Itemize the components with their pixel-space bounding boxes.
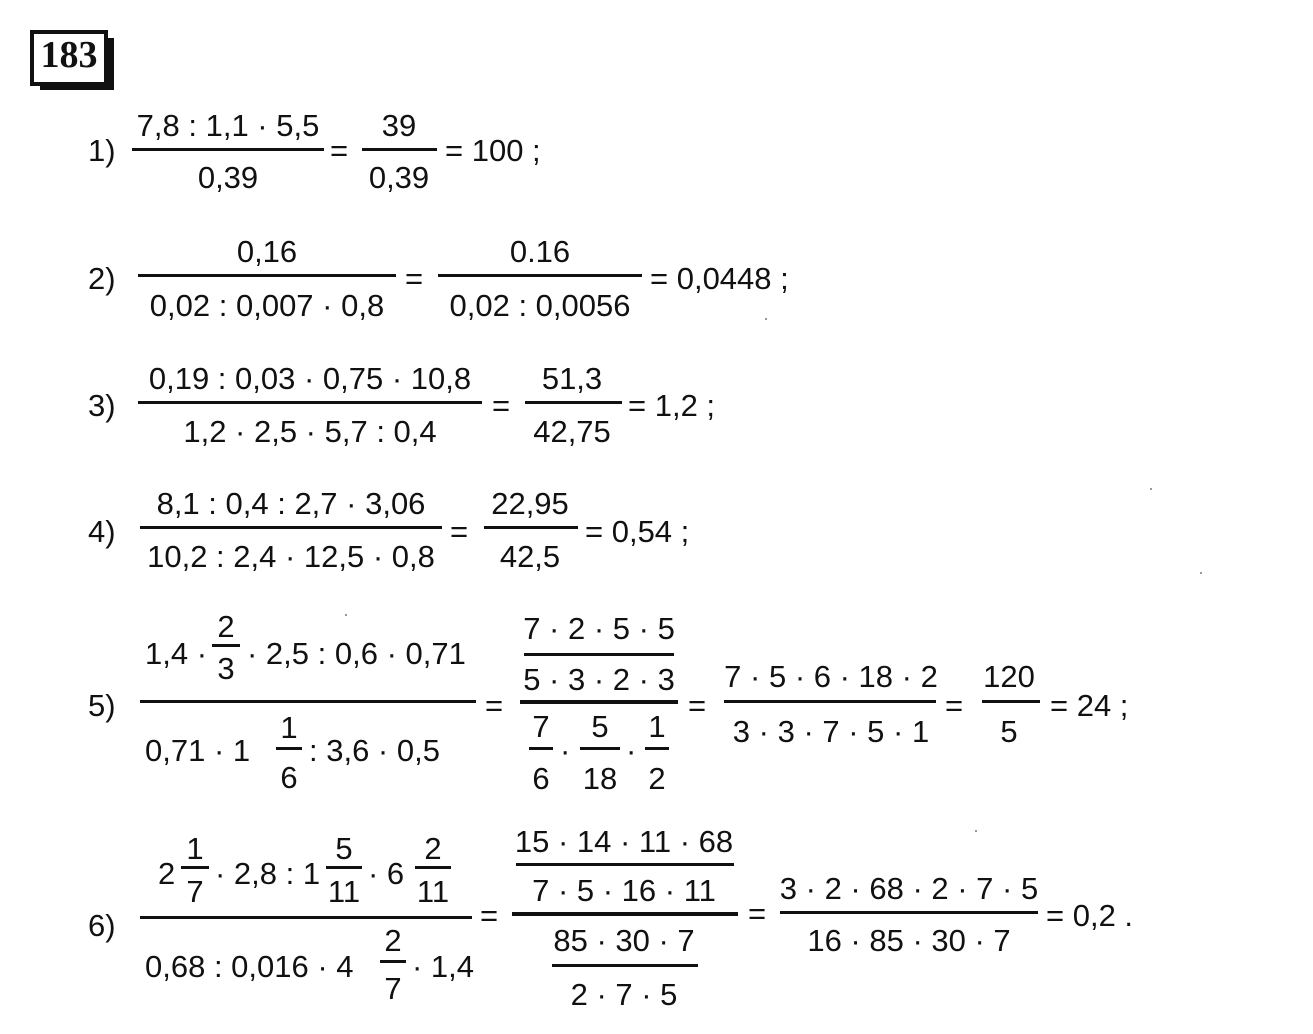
- fraction-bar: [140, 700, 476, 703]
- result: = 0,54 ;: [585, 514, 690, 549]
- fraction-bar: [362, 148, 437, 151]
- item-label: 1): [88, 133, 116, 168]
- inline-fraction-denominator: 11: [327, 874, 361, 909]
- item-label: 4): [88, 514, 116, 549]
- equals-sign: =: [405, 261, 424, 296]
- numerator-part: · 2,8 : 1: [215, 856, 321, 891]
- fraction-denominator: 5: [1000, 714, 1018, 749]
- denominator-part: 0,71 · 1: [145, 733, 251, 768]
- fraction-denominator: 0,39: [368, 160, 430, 195]
- inline-fraction-bar: [212, 644, 240, 647]
- denominator-part: 0,68 : 0,016 · 4: [145, 949, 354, 984]
- multiplication-dot: ·: [560, 733, 571, 768]
- item-label: 5): [88, 688, 116, 723]
- fraction-numerator: 3 · 2 · 68 · 2 · 7 · 5: [779, 871, 1039, 906]
- mixed-number-whole: 2: [158, 856, 176, 891]
- fraction-denominator: 5 · 3 · 2 · 3: [523, 662, 675, 697]
- inline-fraction-bar: [181, 866, 209, 869]
- fraction-denominator: 16 · 85 · 30 · 7: [807, 923, 1011, 958]
- fraction-denominator: 0,02 : 0,007 · 0,8: [149, 288, 385, 323]
- equals-sign: =: [945, 688, 964, 723]
- fraction-numerator: 7 · 5 · 6 · 18 · 2: [724, 659, 938, 694]
- fraction-bar: [516, 863, 734, 866]
- fraction-numerator: 7,8 : 1,1 · 5,5: [136, 108, 320, 143]
- inline-fraction-denominator: 3: [217, 651, 235, 686]
- inline-fraction-numerator: 5: [591, 709, 609, 744]
- equals-sign: =: [450, 514, 469, 549]
- result: = 1,2 ;: [628, 388, 716, 423]
- fraction-bar: [982, 700, 1040, 703]
- denominator-part: : 3,6 · 0,5: [309, 733, 440, 768]
- main-fraction-bar: [512, 912, 738, 916]
- fraction-bar: [132, 148, 324, 151]
- multiplication-dot: ·: [626, 733, 637, 768]
- scan-speck: [765, 318, 767, 320]
- inline-fraction-numerator: 7: [532, 709, 550, 744]
- main-fraction-bar: [520, 700, 678, 704]
- scan-speck: [345, 614, 347, 616]
- fraction-bar: [438, 274, 642, 277]
- item-label: 3): [88, 388, 116, 423]
- fraction-denominator: 10,2 : 2,4 · 12,5 · 0,8: [147, 539, 435, 574]
- result: = 0,0448 ;: [650, 261, 789, 296]
- equals-sign: =: [485, 688, 504, 723]
- inline-fraction-numerator: 5: [335, 831, 353, 866]
- item-label: 6): [88, 908, 116, 943]
- fraction-numerator: 0,16: [236, 234, 298, 269]
- inline-fraction-bar: [645, 747, 669, 750]
- inline-fraction-bar: [380, 960, 406, 963]
- equals-sign: =: [492, 388, 511, 423]
- scan-speck: [1150, 488, 1152, 490]
- inline-fraction-bar: [326, 866, 362, 869]
- fraction-denominator: 0,02 : 0,0056: [449, 288, 631, 323]
- fraction-denominator: 2 · 7 · 5: [570, 977, 678, 1012]
- inline-fraction-bar: [276, 747, 302, 750]
- inline-fraction-denominator: 6: [280, 760, 298, 795]
- inline-fraction-bar: [415, 866, 451, 869]
- inline-fraction-numerator: 2: [384, 923, 402, 958]
- fraction-bar: [138, 274, 396, 277]
- scan-speck: [1200, 572, 1202, 574]
- fraction-numerator: 39: [381, 108, 417, 143]
- fraction-denominator: 1,2 · 2,5 · 5,7 : 0,4: [183, 414, 437, 449]
- fraction-denominator: 3 · 3 · 7 · 5 · 1: [732, 714, 930, 749]
- fraction-numerator: 85 · 30 · 7: [553, 923, 695, 958]
- inline-fraction-numerator: 1: [280, 710, 298, 745]
- inline-fraction-numerator: 1: [648, 709, 666, 744]
- inline-fraction-denominator: 6: [532, 761, 550, 796]
- inline-fraction-denominator: 11: [416, 874, 450, 909]
- fraction-numerator: 0,19 : 0,03 · 0,75 · 10,8: [148, 361, 472, 396]
- inline-fraction-numerator: 2: [217, 609, 235, 644]
- fraction-bar: [140, 526, 442, 529]
- inline-fraction-denominator: 18: [582, 761, 618, 796]
- equals-sign: =: [330, 133, 349, 168]
- inline-fraction-bar: [529, 747, 553, 750]
- fraction-numerator: 7 · 2 · 5 · 5: [523, 611, 675, 646]
- fraction-numerator: 15 · 14 · 11 · 68: [514, 824, 734, 859]
- denominator-part: · 1,4: [412, 949, 475, 984]
- scan-speck: [975, 830, 977, 832]
- fraction-denominator: 42,75: [533, 414, 611, 449]
- result: = 24 ;: [1050, 688, 1129, 723]
- result: = 100 ;: [445, 133, 541, 168]
- fraction-denominator: 0,39: [197, 160, 259, 195]
- fraction-bar: [724, 700, 936, 703]
- problem-number-badge: [30, 30, 116, 92]
- numerator-part: · 6: [368, 856, 405, 891]
- problem-number: 183: [40, 34, 98, 76]
- fraction-bar: [552, 964, 698, 967]
- fraction-bar: [780, 911, 1038, 914]
- fraction-bar: [140, 916, 472, 919]
- fraction-numerator: 120: [983, 659, 1035, 694]
- fraction-numerator: 22,95: [491, 486, 569, 521]
- fraction-bar: [525, 401, 622, 404]
- fraction-denominator: 42,5: [499, 539, 561, 574]
- item-label: 2): [88, 261, 116, 296]
- inline-fraction-numerator: 1: [186, 831, 204, 866]
- inline-fraction-denominator: 7: [186, 874, 204, 909]
- numerator-part: 1,4 ·: [145, 636, 208, 671]
- fraction-bar: [484, 526, 578, 529]
- numerator-part: · 2,5 : 0,6 · 0,71: [247, 636, 466, 671]
- fraction-bar: [524, 653, 674, 656]
- inline-fraction-denominator: 7: [384, 971, 402, 1006]
- fraction-numerator: 8,1 : 0,4 : 2,7 · 3,06: [156, 486, 426, 521]
- fraction-numerator: 0.16: [509, 234, 571, 269]
- equals-sign: =: [748, 896, 767, 931]
- inline-fraction-denominator: 2: [648, 761, 666, 796]
- equals-sign: =: [480, 898, 499, 933]
- fraction-denominator: 7 · 5 · 16 · 11: [532, 873, 716, 908]
- inline-fraction-bar: [580, 747, 620, 750]
- result: = 0,2 .: [1046, 898, 1134, 933]
- inline-fraction-numerator: 2: [424, 831, 442, 866]
- equals-sign: =: [688, 688, 707, 723]
- fraction-numerator: 51,3: [541, 361, 603, 396]
- fraction-bar: [138, 401, 482, 404]
